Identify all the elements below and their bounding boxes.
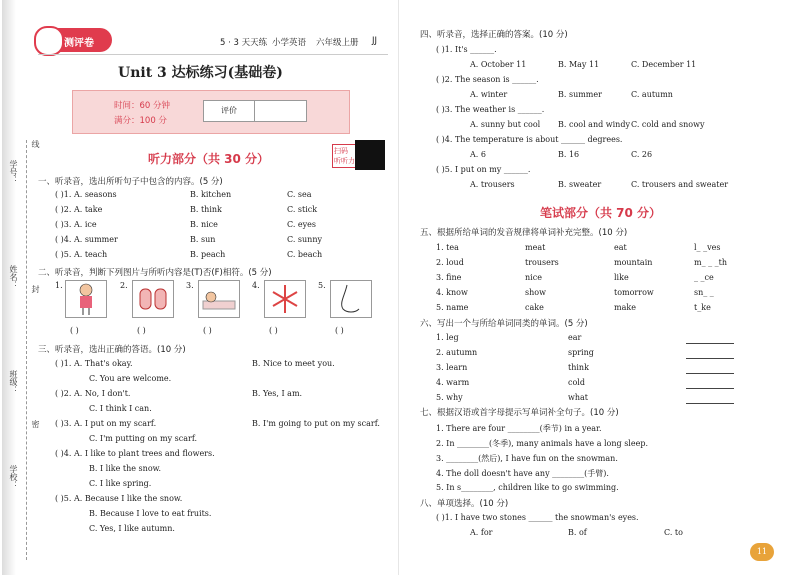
written-header: 笔试部分（共 70 分） — [540, 206, 662, 220]
s3-q1-b: B. Nice to meet you. — [252, 359, 335, 368]
s5-r2-c2: trousers — [525, 258, 559, 267]
s2-answer2[interactable]: ( ) — [137, 326, 146, 335]
time-info: 时间：60 分钟 — [114, 101, 171, 111]
s5-r2-c1: 2. loud — [436, 258, 464, 267]
margin-seal-feng: 封 — [31, 285, 40, 293]
s4-q4-b: B. 16 — [558, 150, 580, 159]
margin-student-id: 学号： — [9, 160, 18, 184]
s1-q4[interactable]: ( )4. A. summer — [55, 235, 118, 244]
s2-title: 二、听录音，判断下列图片与所听内容是(T)否(F)相符。(5 分) — [38, 268, 272, 278]
margin-seal-mi: 密 — [31, 420, 40, 428]
s4-q2[interactable]: ( )2. The season is ______. — [436, 75, 539, 84]
s6-r1-answer[interactable] — [686, 343, 734, 344]
s1-q1-b: B. kitchen — [190, 190, 232, 199]
score-info: 满分：100 分 — [114, 116, 167, 126]
s1-title: 一、听录音，选出所听句子中包含的内容。(5 分) — [38, 177, 223, 187]
s2-num4: 4. — [252, 281, 260, 290]
gloves-picture-icon — [132, 280, 174, 318]
page-divider — [398, 0, 399, 575]
s2-answer4[interactable]: ( ) — [269, 326, 278, 335]
s8-title: 八、单项选择。(10 分) — [420, 499, 509, 509]
s6-r1-example: ear — [568, 333, 582, 342]
s4-q2-a: A. winter — [470, 90, 508, 99]
s5-r1-c4[interactable]: l_ _ves — [694, 243, 721, 252]
s7-q1[interactable]: 1. There are four ________(季节) in a year. — [436, 424, 602, 433]
s4-q4[interactable]: ( )4. The temperature is about ______ degrees. — [436, 135, 623, 144]
listening-header: 听力部分（共 30 分） — [148, 152, 270, 166]
binding-line — [26, 140, 27, 560]
s3-q2-c: C. I think I can. — [89, 404, 152, 413]
s5-r5-c3: make — [614, 303, 636, 312]
s2-num5: 5. — [318, 281, 326, 290]
s4-q5[interactable]: ( )5. I put on my ______. — [436, 165, 531, 174]
s2-num2: 2. — [120, 281, 128, 290]
s4-q1-b: B. May 11 — [558, 60, 600, 69]
s4-q4-a: A. 6 — [470, 150, 486, 159]
s4-q2-c: C. autumn — [631, 90, 673, 99]
s3-title: 三、听录音，选出正确的答语。(10 分) — [38, 345, 186, 355]
s7-q5[interactable]: 5. In s________, children like to go swimming. — [436, 483, 619, 492]
s5-r3-c3: like — [614, 273, 629, 282]
page-number: 11 — [750, 543, 774, 561]
sleeping-picture-icon — [198, 280, 240, 318]
s5-r4-c4[interactable]: sn_ _ — [694, 288, 714, 297]
evaluation-box — [203, 100, 307, 122]
s2-answer3[interactable]: ( ) — [203, 326, 212, 335]
s5-title: 五、根据所给单词的发音规律将单词补充完整。(10 分) — [420, 228, 628, 238]
s6-r2-word: 2. autumn — [436, 348, 478, 357]
s4-q2-b: B. summer — [558, 90, 602, 99]
s7-q3[interactable]: 3. ________(然后), I have fun on the snowman. — [436, 454, 618, 463]
s4-q1-a: A. October 11 — [470, 60, 527, 69]
nose-picture-icon — [330, 280, 372, 318]
s3-q3-c: C. I'm putting on my scarf. — [89, 434, 198, 443]
scan-label — [332, 144, 357, 168]
s5-r4-c3: tomorrow — [614, 288, 654, 297]
s3-q2[interactable]: ( )2. A. No, I don't. — [55, 389, 131, 398]
s6-r1-word: 1. leg — [436, 333, 459, 342]
s6-r3-answer[interactable] — [686, 373, 734, 374]
s4-q4-c: C. 26 — [631, 150, 653, 159]
s5-r1-c3: eat — [614, 243, 627, 252]
s4-q3-c: C. cold and snowy — [631, 120, 705, 129]
s4-q5-a: A. trousers — [470, 180, 515, 189]
s6-r5-answer[interactable] — [686, 403, 734, 404]
s5-r5-c4[interactable]: t_ke — [694, 303, 711, 312]
s5-r1-c2: meat — [525, 243, 546, 252]
s4-q1-c: C. December 11 — [631, 60, 697, 69]
s4-q5-b: B. sweater — [558, 180, 602, 189]
s1-q3-c: C. eyes — [287, 220, 317, 229]
s8-q1-c: C. to — [664, 528, 683, 537]
s3-q2-b: B. Yes, I am. — [252, 389, 303, 398]
s6-r4-word: 4. warm — [436, 378, 470, 387]
s7-q2[interactable]: 2. In ________(冬季), many animals have a long sleep. — [436, 439, 648, 448]
scan-label-line2: 听听力 — [334, 157, 355, 165]
s5-r4-c2: show — [525, 288, 546, 297]
s7-q4[interactable]: 4. The doll doesn't have any ________(手臂). — [436, 469, 609, 478]
margin-seal-line: 线 — [31, 140, 40, 148]
s1-q2[interactable]: ( )2. A. take — [55, 205, 103, 214]
s3-q4-c: C. I like spring. — [89, 479, 152, 488]
s1-q5[interactable]: ( )5. A. teach — [55, 250, 108, 259]
s4-title: 四、听录音，选择正确的答案。(10 分) — [420, 30, 568, 40]
s4-q3-a: A. sunny but cool — [470, 120, 541, 129]
s3-q5[interactable]: ( )5. A. Because I like the snow. — [55, 494, 183, 503]
snowflake-picture-icon — [264, 280, 306, 318]
s6-r5-example: what — [568, 393, 588, 402]
s5-r3-c2: nice — [525, 273, 542, 282]
s1-q1-c: C. sea — [287, 190, 312, 199]
header-rule — [38, 54, 388, 55]
header-series: 5 · 3 天天练 — [220, 38, 268, 48]
s5-r4-c1: 4. know — [436, 288, 468, 297]
margin-school: 学校： — [9, 465, 18, 489]
s2-num3: 3. — [186, 281, 194, 290]
s6-r4-example: cold — [568, 378, 585, 387]
header-edition: JJ — [372, 36, 378, 46]
s5-r3-c4[interactable]: _ _ce — [694, 273, 714, 282]
s6-r2-answer[interactable] — [686, 358, 734, 359]
s1-q2-b: B. think — [190, 205, 222, 214]
s3-q4[interactable]: ( )4. A. I like to plant trees and flowers. — [55, 449, 215, 458]
s6-title: 六、写出一个与所给单词同类的单词。(5 分) — [420, 319, 588, 329]
header-subject: 小学英语 — [272, 38, 307, 48]
s5-r3-c1: 3. fine — [436, 273, 462, 282]
s2-answer5[interactable]: ( ) — [335, 326, 344, 335]
s4-q5-c: C. trousers and sweater — [631, 180, 729, 189]
s5-r2-c3: mountain — [614, 258, 653, 267]
evaluation-label: 评价 — [204, 101, 255, 121]
s1-q5-b: B. peach — [190, 250, 226, 259]
s8-q1-b: B. of — [568, 528, 587, 537]
s2-answer1[interactable]: ( ) — [70, 326, 79, 335]
s5-r5-c2: cake — [525, 303, 544, 312]
s1-q3[interactable]: ( )3. A. ice — [55, 220, 97, 229]
s4-q3-b: B. cool and windy — [558, 120, 630, 129]
s2-num1: 1. — [55, 281, 63, 290]
s3-q4-b: B. I like the snow. — [89, 464, 162, 473]
scan-label-line1: 扫码 — [334, 147, 348, 155]
s5-r5-c1: 5. name — [436, 303, 469, 312]
s3-q1[interactable]: ( )1. A. That's okay. — [55, 359, 133, 368]
s6-r4-answer[interactable] — [686, 388, 734, 389]
s5-r1-c1: 1. tea — [436, 243, 459, 252]
s3-q5-c: C. Yes, I like autumn. — [89, 524, 175, 533]
girl-picture-icon — [65, 280, 107, 318]
margin-class: 班级： — [9, 370, 18, 394]
s1-q3-b: B. nice — [190, 220, 218, 229]
s4-q1[interactable]: ( )1. It's ______. — [436, 45, 497, 54]
header-grade: 六年级上册 — [316, 38, 359, 48]
evaluation-field[interactable] — [255, 101, 306, 121]
s3-q1-c: C. You are welcome. — [89, 374, 172, 383]
s6-r3-example: think — [568, 363, 589, 372]
s1-q2-c: C. stick — [287, 205, 318, 214]
s1-q5-c: C. beach — [287, 250, 323, 259]
s4-q3[interactable]: ( )3. The weather is ______. — [436, 105, 545, 114]
s1-q4-c: C. sunny — [287, 235, 323, 244]
s8-q1[interactable]: ( )1. I have two stones ______ the snowman's eyes. — [436, 513, 639, 522]
s7-title: 七、根据汉语或首字母提示写单词补全句子。(10 分) — [420, 408, 619, 418]
qr-code-icon[interactable] — [355, 140, 385, 170]
s5-r2-c4[interactable]: m_ _ _th — [694, 258, 728, 267]
s1-q1[interactable]: ( )1. A. seasons — [55, 190, 117, 199]
margin-name: 姓名： — [9, 265, 18, 289]
s3-q5-b: B. Because I love to eat fruits. — [89, 509, 212, 518]
logo-mascot-icon — [34, 26, 64, 56]
s3-q3-b: B. I'm going to put on my scarf. — [252, 419, 380, 428]
logo-text: 测评卷 — [64, 38, 94, 49]
s3-q3[interactable]: ( )3. A. I put on my scarf. — [55, 419, 157, 428]
page-title: Unit 3 达标练习(基础卷) — [118, 65, 283, 81]
s1-q4-b: B. sun — [190, 235, 216, 244]
s6-r3-word: 3. learn — [436, 363, 468, 372]
s8-q1-a: A. for — [470, 528, 493, 537]
s6-r2-example: spring — [568, 348, 594, 357]
s6-r5-word: 5. why — [436, 393, 463, 402]
